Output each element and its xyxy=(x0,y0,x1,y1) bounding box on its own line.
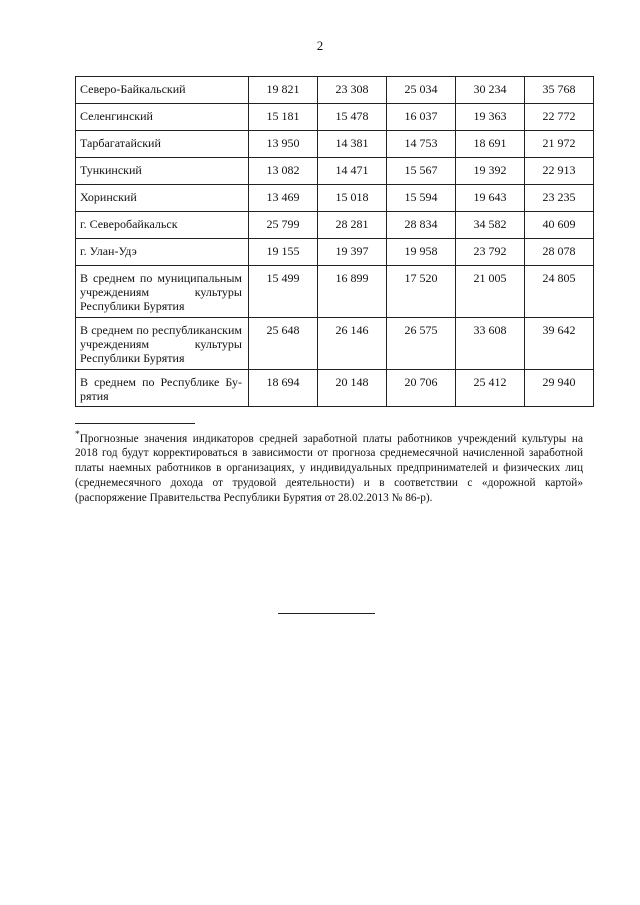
value-cell: 23 792 xyxy=(456,239,525,266)
row-name-cell: Тарбагатайский xyxy=(76,131,249,158)
value-cell: 26 575 xyxy=(387,318,456,370)
value-cell: 25 799 xyxy=(249,212,318,239)
value-cell: 19 821 xyxy=(249,77,318,104)
row-name-cell: Северо-Байкальский xyxy=(76,77,249,104)
row-name-cell: Тункинский xyxy=(76,158,249,185)
footnote-marker: * xyxy=(75,430,80,440)
value-cell: 14 753 xyxy=(387,131,456,158)
value-cell: 20 706 xyxy=(387,370,456,407)
value-cell: 23 308 xyxy=(318,77,387,104)
value-cell: 15 594 xyxy=(387,185,456,212)
value-cell: 18 694 xyxy=(249,370,318,407)
footnote-text: Прогнозные значения индикаторов средней заработной платы работников учреждений культуры на 2018 год будут корректироваться в зависимости от прогноза среднемесячной начисленной заработной платы наемных работников в организациях, у индивидуальных предпринимателей и физических лиц (среднемесячного дохода от трудовой деятельности) и в соответствии с «дорожной картой» (распоряжение Правительства Республики Бурятия от 28.02.2013 № 86-р). xyxy=(75,432,583,504)
value-cell: 29 940 xyxy=(525,370,594,407)
row-name-cell: Селенгинский xyxy=(76,104,249,131)
value-cell: 22 913 xyxy=(525,158,594,185)
table-row xyxy=(76,158,594,185)
value-cell: 16 899 xyxy=(318,266,387,318)
table-row xyxy=(76,185,594,212)
footnote xyxy=(75,428,583,505)
row-name-cell: В среднем по муниципальным учреждениям культуры Республики Бурятия xyxy=(76,266,249,318)
footnote-separator xyxy=(75,423,195,424)
value-cell: 28 834 xyxy=(387,212,456,239)
value-cell: 15 567 xyxy=(387,158,456,185)
table-row xyxy=(76,212,594,239)
value-cell: 14 471 xyxy=(318,158,387,185)
value-cell: 28 281 xyxy=(318,212,387,239)
table-row xyxy=(76,318,594,370)
value-cell: 35 768 xyxy=(525,77,594,104)
value-cell: 24 805 xyxy=(525,266,594,318)
value-cell: 23 235 xyxy=(525,185,594,212)
page-number: 2 xyxy=(316,38,324,53)
value-cell: 13 082 xyxy=(249,158,318,185)
value-cell: 15 018 xyxy=(318,185,387,212)
value-cell: 14 381 xyxy=(318,131,387,158)
value-cell: 19 643 xyxy=(456,185,525,212)
value-cell: 18 691 xyxy=(456,131,525,158)
end-of-document-rule xyxy=(278,613,375,614)
table-body xyxy=(76,77,594,407)
salary-indicators-table xyxy=(75,76,594,407)
value-cell: 33 608 xyxy=(456,318,525,370)
value-cell: 21 005 xyxy=(456,266,525,318)
value-cell: 17 520 xyxy=(387,266,456,318)
value-cell: 15 499 xyxy=(249,266,318,318)
value-cell: 25 034 xyxy=(387,77,456,104)
value-cell: 13 950 xyxy=(249,131,318,158)
table-row xyxy=(76,77,594,104)
row-name-cell: Хоринский xyxy=(76,185,249,212)
value-cell: 15 478 xyxy=(318,104,387,131)
value-cell: 15 181 xyxy=(249,104,318,131)
row-name-cell: г. Улан-Удэ xyxy=(76,239,249,266)
value-cell: 34 582 xyxy=(456,212,525,239)
value-cell: 16 037 xyxy=(387,104,456,131)
value-cell: 22 772 xyxy=(525,104,594,131)
value-cell: 19 392 xyxy=(456,158,525,185)
value-cell: 25 412 xyxy=(456,370,525,407)
table-row xyxy=(76,266,594,318)
value-cell: 40 609 xyxy=(525,212,594,239)
value-cell: 25 648 xyxy=(249,318,318,370)
value-cell: 20 148 xyxy=(318,370,387,407)
value-cell: 28 078 xyxy=(525,239,594,266)
value-cell: 19 155 xyxy=(249,239,318,266)
value-cell: 19 397 xyxy=(318,239,387,266)
value-cell: 19 363 xyxy=(456,104,525,131)
value-cell: 39 642 xyxy=(525,318,594,370)
row-name-cell: В среднем по Республике Бурятия xyxy=(76,370,249,407)
value-cell: 13 469 xyxy=(249,185,318,212)
value-cell: 30 234 xyxy=(456,77,525,104)
row-name-cell: г. Северобайкальск xyxy=(76,212,249,239)
value-cell: 26 146 xyxy=(318,318,387,370)
table-row xyxy=(76,239,594,266)
value-cell: 19 958 xyxy=(387,239,456,266)
value-cell: 21 972 xyxy=(525,131,594,158)
row-name-cell: В среднем по республиканским учреждениям культуры Республики Бурятия xyxy=(76,318,249,370)
table-row xyxy=(76,370,594,407)
table-row xyxy=(76,104,594,131)
table-row xyxy=(76,131,594,158)
